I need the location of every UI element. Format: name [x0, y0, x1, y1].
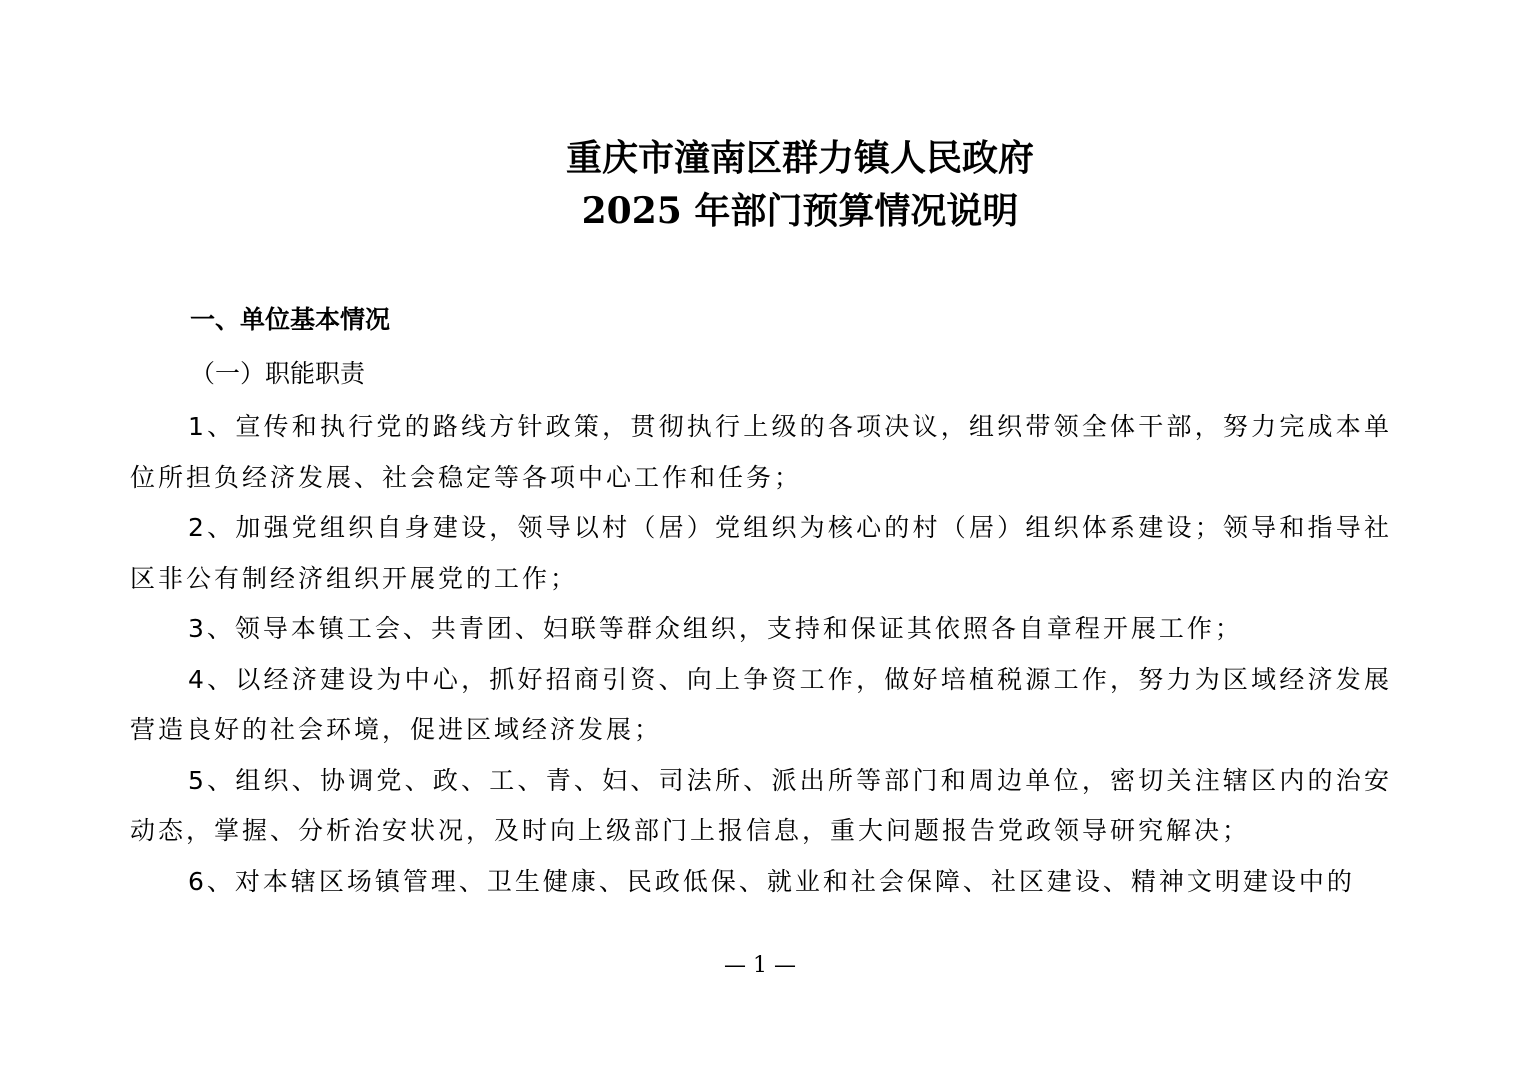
title-line-1: 重庆市潼南区群力镇人民政府 [565, 137, 1034, 179]
paragraph: 1、宣传和执行党的路线方针政策，贯彻执行上级的各项决议，组织带领全体干部，努力完成本单位所担负经济发展、社会稳定等各项中心工作和任务； [130, 412, 1392, 492]
title-line-2: 2025 年部门预算情况说明 [581, 190, 1019, 232]
body-text [130, 402, 1392, 907]
page-number: — 1 — [724, 953, 796, 978]
section-heading: 一、单位基本情况 [190, 305, 391, 334]
paragraph: 6、对本辖区场镇管理、卫生健康、民政低保、就业和社会保障、社区建设、精神文明建设中的 [188, 866, 1355, 896]
subsection-heading: （一）职能职责 [190, 359, 366, 388]
document-title [0, 132, 1520, 238]
paragraph: 5、组织、协调党、政、工、青、妇、司法所、派出所等部门和周边单位，密切关注辖区内的治安动态，掌握、分析治安状况，及时向上级部门上报信息，重大问题报告党政领导研究解决； [130, 765, 1392, 845]
paragraph: 4、以经济建设为中心，抓好招商引资、向上争资工作，做好培植税源工作，努力为区域经济发展营造良好的社会环境，促进区域经济发展； [130, 664, 1392, 744]
paragraph: 2、加强党组织自身建设，领导以村（居）党组织为核心的村（居）组织体系建设；领导和指导社区非公有制经济组织开展党的工作； [130, 513, 1392, 593]
paragraph: 3、领导本镇工会、共青团、妇联等群众组织，支持和保证其依照各自章程开展工作； [188, 614, 1243, 643]
